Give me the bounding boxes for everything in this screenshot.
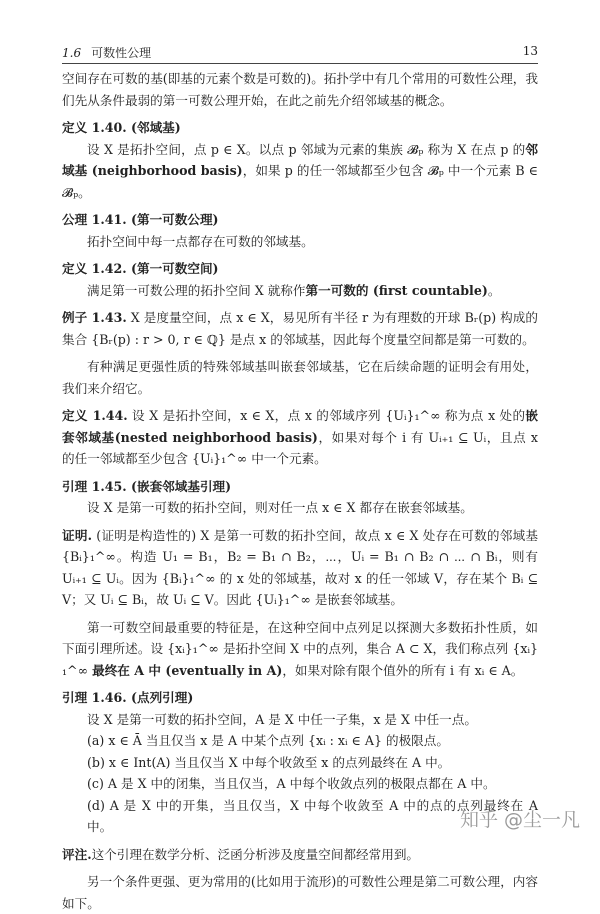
remark: 评注.这个引理在数学分析、泛函分析涉及度量空间都经常用到。 — [62, 846, 420, 862]
example-1-43-label: 例子 1.43. — [62, 310, 127, 325]
section-title: 可数性公理 — [91, 46, 152, 60]
proof-label: 证明. — [62, 527, 93, 543]
lemma-1-46-title: 引理 1.46. (点列引理) — [62, 690, 194, 705]
nested-intro-paragraph: 有种满足更强性质的特殊邻域基叫嵌套邻域基，它在后续命题的证明会有用处，我们来介绍它。 — [62, 359, 538, 396]
term-eventually-in-a: 最终在 A 中 (eventually in A) — [92, 662, 283, 678]
list-item: (b) x ∈ Int(A) 当且仅当 X 中每个收敛至 x 的点列最终在 A 中。 — [87, 754, 451, 770]
term-nested-neighborhood-basis: 嵌套邻域基(nested neighborhood basis) — [62, 408, 538, 445]
definition-1-44: 定义 1.44. 设 X 是拓扑空间，x ∈ X，点 x 的邻域序列 {Uᵢ}₁^∞ 称为点 x 处的嵌套邻域基(nested neighborhood basis)，如果对每个 i 有 Uᵢ₊₁ ⊆ Uᵢ，且点 x 的任一邻域都至少包含 {Uᵢ}₁^∞ 中一个元素。 — [62, 408, 539, 466]
running-header — [62, 44, 538, 61]
list-item: (a) x ∈ Ā 当且仅当 x 是 A 中某个点列 {xᵢ : xᵢ ∈ A} 的极限点。 — [87, 733, 449, 748]
lemma-1-45-title: 引理 1.45. (嵌套邻域基引理) — [62, 478, 232, 494]
header-rule — [62, 63, 538, 64]
section-number: 1.6 — [62, 46, 82, 60]
definition-1-40-text: 设 X 是拓扑空间，点 p ∈ X。以点 p 邻域为元素的集族 𝓑ₚ 称为 X 在点 p 的邻域基 (neighborhood basis)，如果 p 的任一邻域都至少包含 𝓑ₚ 中一个元素 B ∈ 𝓑ₚ。 — [62, 141, 538, 200]
list-item: (d) A 是 X 中的开集，当且仅当，X 中每个收敛至 A 中的点的点列最终在 A 中。 — [87, 797, 538, 834]
page-body — [62, 68, 538, 914]
axiom-1-41-title: 公理 1.41. (第一可数公理) — [62, 212, 219, 227]
sequence-paragraph: 第一可数空间最重要的特征是，在这种空间中点列足以探测大多数拓扑性质，如下面引理所述。设 {xᵢ}₁^∞ 是拓扑空间 X 中的点列，集合 A ⊂ X，我们称点列 {xᵢ}₁^∞ 最终在 A 中 (eventually in A)，如果对除有限个值外的所有 i 有 xᵢ ∈ A。 — [62, 619, 538, 678]
term-neighborhood-basis: 邻域基 (neighborhood basis) — [62, 141, 538, 178]
axiom-1-41-text: 拓扑空间中每一点都存在可数的邻域基。 — [87, 233, 314, 249]
intro-paragraph: 空间存在可数的基(即基的元素个数是可数的)。拓扑学中有几个常用的可数性公理，我们先从条件最弱的第一可数公理开始，在此之前先介绍邻域基的概念。 — [62, 71, 538, 108]
remark-label: 评注. — [62, 846, 92, 862]
term-first-countable: 第一可数的 (first countable) — [305, 282, 488, 298]
proof: 证明. (证明是构造性的) X 是第一可数的拓扑空间，故点 x ∈ X 处存在可数的邻域基 {Bᵢ}₁^∞。构造 U₁ = B₁，B₂ = B₁ ∩ B₂，⋯，Uᵢ = B₁ ∩ B₂ ∩ ⋯ ∩ Bᵢ，则有 Uᵢ₊₁ ⊆ Uᵢ。因为 {Bᵢ}₁^∞ 的 x 处的邻域基，故对 x 的任一邻域 V，存在某个 Bᵢ ⊆ V；又 Uᵢ ⊆ Bᵢ，故 Uᵢ ⊆ V。因此 {Uᵢ}₁^∞ 是嵌套邻域基。 — [62, 527, 538, 607]
page-number: 13 — [522, 44, 538, 58]
example-1-43: 例子 1.43. X 是度量空间，点 x ∈ X，易见所有半径 r 为有理数的开球 Bᵣ(p) 构成的集合 {Bᵣ(p) : r > 0, r ∈ ℚ} 是点 x 的邻域基，因此每个度量空间都是第一可数的。 — [62, 310, 538, 347]
final-paragraph: 另一个条件更强、更为常用的(比如用于流形)的可数性公理是第二可数公理，内容如下。 — [62, 874, 538, 911]
definition-1-40-title: 定义 1.40. (邻域基) — [62, 120, 181, 135]
definition-1-44-label: 定义 1.44. — [62, 408, 128, 423]
lemma-1-46-text: 设 X 是第一可数的拓扑空间，A 是 X 中任一子集，x 是 X 中任一点。 — [87, 711, 477, 727]
definition-1-42-text: 满足第一可数公理的拓扑空间 X 就称作第一可数的 (first countable)。 — [87, 282, 501, 298]
lemma-1-45-text: 设 X 是第一可数的拓扑空间，则对任一点 x ∈ X 都存在嵌套邻域基。 — [87, 500, 473, 515]
definition-1-42-title: 定义 1.42. (第一可数空间) — [62, 261, 219, 276]
watermark: 知乎 @尘一凡 — [459, 809, 580, 831]
list-item: (c) A 是 X 中的闭集，当且仅当，A 中每个收敛点列的极限点都在 A 中。 — [87, 776, 496, 791]
